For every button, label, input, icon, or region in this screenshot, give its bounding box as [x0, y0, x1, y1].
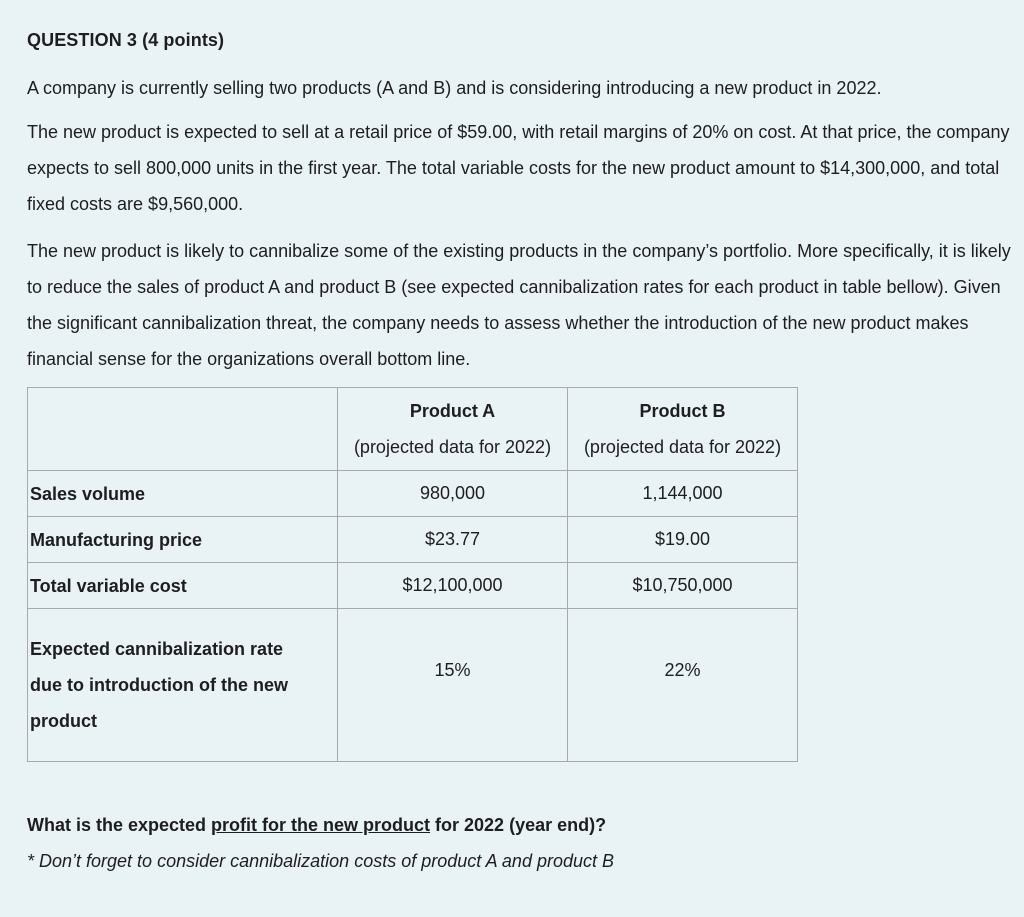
row-label-manufacturing-price: Manufacturing price [28, 517, 338, 563]
table-row [28, 517, 798, 563]
new-product-paragraph: The new product is expected to sell at a retail price of $59.00, with retail margins of 20% on cost. At that price, the company expects to sell 800,000 units in the first year. The total variable costs for the new product amount to $14,300,000, and total fixed costs are $9,560,000. [27, 122, 1010, 214]
manufacturing-price-b: $19.00 [568, 517, 798, 563]
total-variable-cost-a: $12,100,000 [338, 563, 568, 609]
cannibalization-rate-a: 15% [338, 609, 568, 762]
sales-volume-a: 980,000 [338, 471, 568, 517]
cannibalization-label-line-1: Expected cannibalization rate [30, 639, 284, 659]
row-label-cannibalization-rate [28, 609, 338, 762]
row-label-total-variable-cost: Total variable cost [28, 563, 338, 609]
question-title: QUESTION 3 (4 points) [27, 30, 225, 50]
header-product-b [568, 388, 798, 471]
table-row [28, 471, 798, 517]
prompt-after: for 2022 (year end)? [430, 815, 607, 835]
table-row [28, 563, 798, 609]
question-prompt [27, 815, 606, 836]
table-header-row [28, 388, 798, 471]
table-row [28, 609, 798, 762]
total-variable-cost-b: $10,750,000 [568, 563, 798, 609]
cannibalization-rate-b: 22% [568, 609, 798, 762]
header-product-a [338, 388, 568, 471]
header-empty-cell [28, 388, 338, 471]
cannibalization-label-line-3: product [30, 711, 97, 731]
intro-paragraph: A company is currently selling two products (A and B) and is considering introducing a new product in 2022. [27, 78, 882, 98]
product-a-subtitle: (projected data for 2022) [353, 437, 552, 457]
product-b-name: Product B [639, 401, 726, 421]
prompt-note: * Don’t forget to consider cannibalization costs of product A and product B [27, 851, 615, 871]
cannibalization-label-line-2: due to introduction of the new [30, 675, 288, 695]
product-a-name: Product A [409, 401, 496, 421]
prompt-before: What is the expected [27, 815, 212, 835]
product-b-subtitle: (projected data for 2022) [583, 437, 782, 457]
product-data-table [27, 387, 798, 762]
prompt-underlined: profit for the new product [211, 815, 431, 835]
row-label-sales-volume: Sales volume [28, 471, 338, 517]
cannibalization-paragraph: The new product is likely to cannibalize some of the existing products in the company’s portfolio. More specifically, it is likely to reduce the sales of product A and product B (see expected cannibalization rates for each product in table bellow). Given the significant cannibalization threat, the company needs to assess whether the introduction of the new product makes financial sense for the organizations overall bottom line. [27, 241, 1011, 369]
manufacturing-price-a: $23.77 [338, 517, 568, 563]
sales-volume-b: 1,144,000 [568, 471, 798, 517]
